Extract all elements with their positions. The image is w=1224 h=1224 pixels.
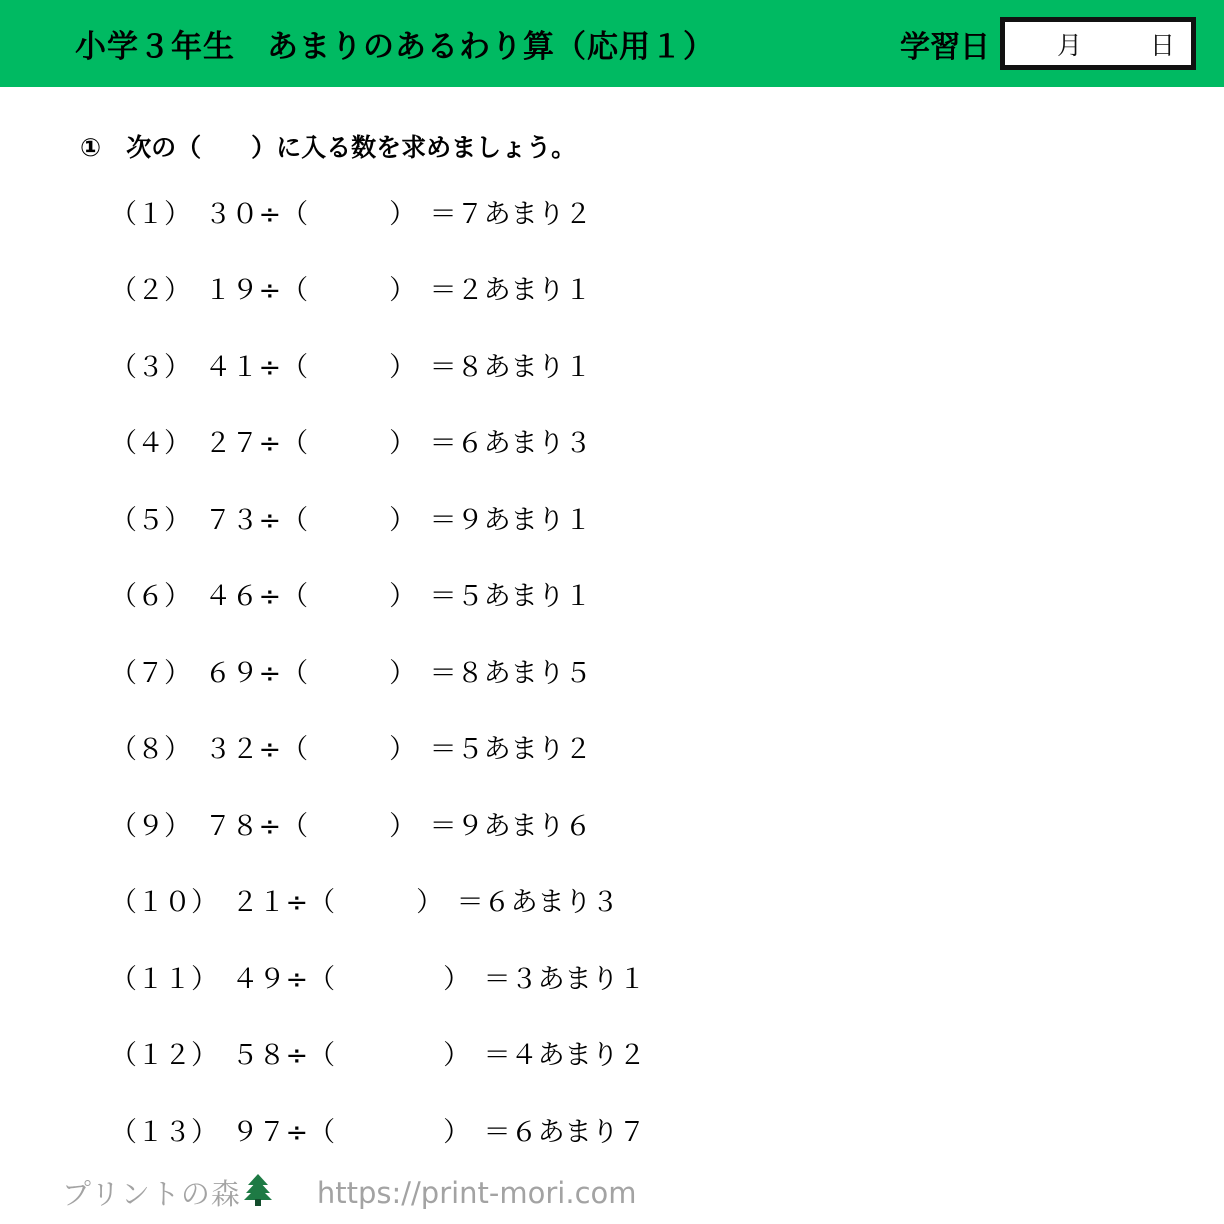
problem-text: （４） ２７÷（ ） ＝６あまり３ (110, 428, 592, 460)
problem-row-5 (110, 479, 646, 556)
problem-text: （３） ４１÷（ ） ＝８あまり１ (110, 351, 592, 383)
footer-url: https://print-mori.com (316, 1175, 637, 1210)
instruction-text: ① 次の（ ）に入る数を求めましょう。 (80, 133, 577, 162)
problems-list (110, 173, 646, 1168)
problem-text: （１０） ２１÷（ ） ＝６あまり３ (110, 887, 619, 919)
problem-row-10 (110, 862, 646, 939)
problem-row-6 (110, 556, 646, 633)
problem-row-9 (110, 785, 646, 862)
problem-text: （１） ３０÷（ ） ＝７あまり２ (110, 198, 592, 230)
problem-text: （９） ７８÷（ ） ＝９あまり６ (110, 810, 592, 842)
problem-text: （１３） ９７÷（ ） ＝６あまり７ (110, 1116, 646, 1148)
date-entry-box (1000, 17, 1196, 70)
problem-row-11 (110, 938, 646, 1015)
problem-row-3 (110, 326, 646, 403)
month-label: 月 (1056, 30, 1082, 60)
evergreen-tree-icon (243, 1174, 273, 1213)
problem-text: （６） ４６÷（ ） ＝５あまり１ (110, 581, 592, 613)
header-bar (0, 0, 1224, 87)
day-label: 日 (1149, 30, 1175, 60)
problem-text: （８） ３２÷（ ） ＝５あまり２ (110, 734, 592, 766)
problem-text: （５） ７３÷（ ） ＝９あまり１ (110, 504, 592, 536)
study-date-label: 学習日 (900, 29, 990, 65)
problem-text: （１１） ４９÷（ ） ＝３あまり１ (110, 963, 646, 995)
site-name: プリントの森 (62, 1177, 241, 1211)
problem-row-7 (110, 632, 646, 709)
problem-text: （７） ６９÷（ ） ＝８あまり５ (110, 657, 592, 689)
problem-row-4 (110, 403, 646, 480)
problem-text: （１２） ５８÷（ ） ＝４あまり２ (110, 1040, 646, 1072)
problem-row-13 (110, 1091, 646, 1168)
problem-row-1 (110, 173, 646, 250)
problem-row-8 (110, 709, 646, 786)
problem-row-12 (110, 1015, 646, 1092)
worksheet-title: 小学３年生 あまりのあるわり算（応用１） (75, 29, 715, 65)
problem-row-2 (110, 250, 646, 327)
problem-text: （２） １９÷（ ） ＝２あまり１ (110, 275, 592, 307)
footer (62, 1172, 637, 1213)
